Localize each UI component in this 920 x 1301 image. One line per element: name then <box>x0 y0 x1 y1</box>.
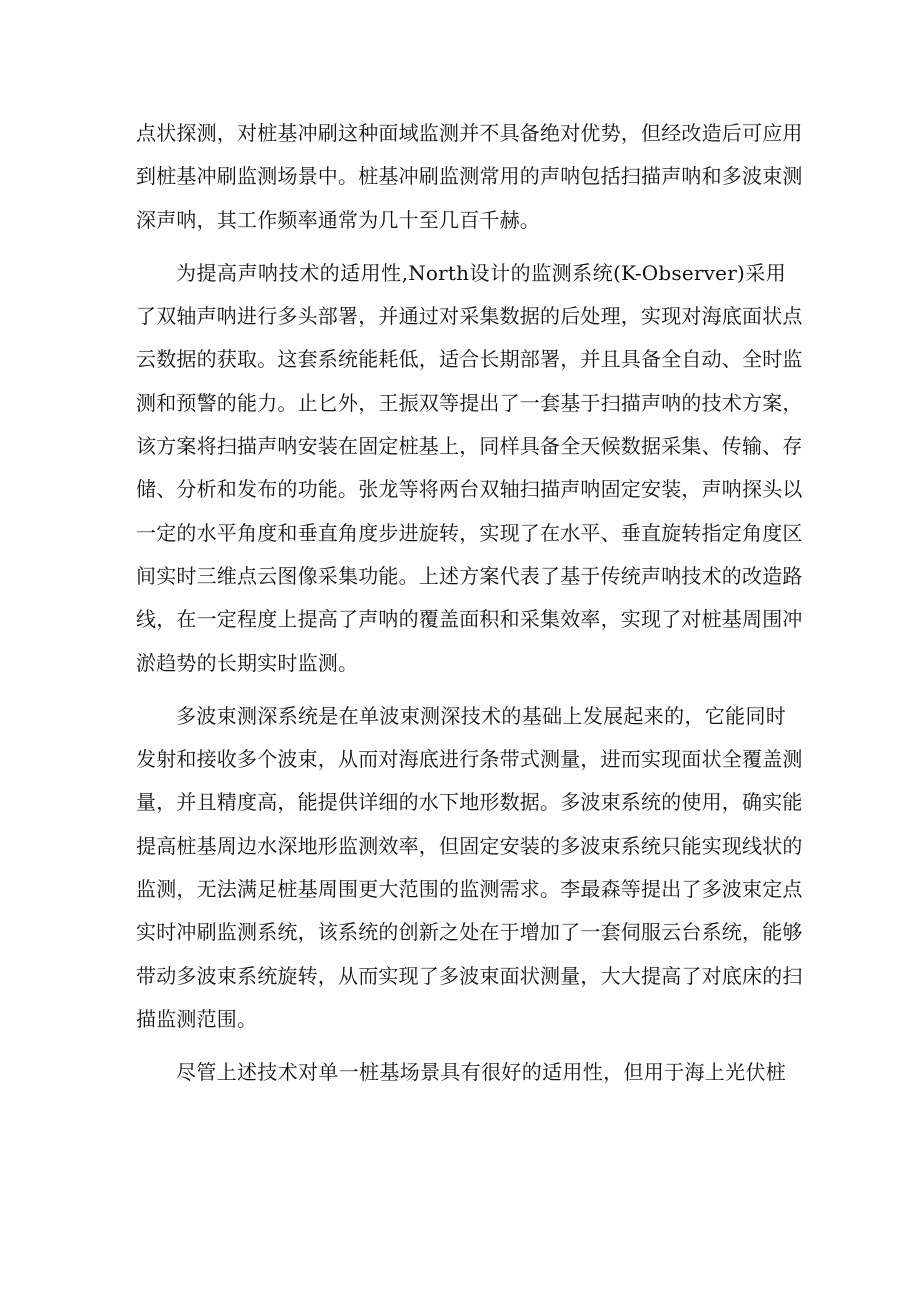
text-line: 描监测范围。 <box>136 1006 258 1031</box>
text-line: 线，在一定程度上提高了声呐的覆盖面积和采集效率，实现了对桩基周围冲 <box>136 607 803 632</box>
text-line: 到桩基冲刷监测场景中。桩基冲刷监测常用的声呐包括扫描声呐和多波束测 <box>136 164 803 189</box>
text-line: 该方案将扫描声呐安装在固定桩基上，同样具备全天候数据采集、传输、存 <box>136 434 803 459</box>
text-line: 发射和接收多个波束，从而对海底进行条带式测量，进而实现面状全覆盖测 <box>136 747 803 772</box>
text-line: 尽管上述技术对单一桩基场景具有很好的适用性，但用于海上光伏桩 <box>176 1060 786 1085</box>
text-line: 带动多波束系统旋转，从而实现了多波束面状测量，大大提高了对底床的扫 <box>136 963 803 988</box>
text-line: 了双轴声呐进行多头部署，并通过对采集数据的后处理，实现对海底面状点 <box>136 304 803 329</box>
text-line: 多波束测深系统是在单波束测深技术的基础上发展起来的，它能同时 <box>176 703 786 728</box>
text-line: 一定的水平角度和垂直角度步进旋转，实现了在水平、垂直旋转指定角度区 <box>136 520 803 545</box>
text-line: 测和预警的能力。止匕外，王振双等提出了一套基于扫描声呐的技术方案， <box>136 390 803 415</box>
paragraph <box>136 695 803 1041</box>
text-line: 提高桩基周边水深地形监测效率，但固定安装的多波束系统只能实现线状的 <box>136 833 803 858</box>
text-line: 量，并且精度高，能提供详细的水下地形数据。多波束系统的使用，确实能 <box>136 790 803 815</box>
paragraph <box>136 112 803 242</box>
text-line: 实时冲刷监测系统，该系统的创新之处在于增加了一套伺服云台系统，能够 <box>136 920 803 945</box>
text-line: 云数据的获取。这套系统能耗低，适合长期部署，并且具备全自动、全时监 <box>136 347 803 372</box>
paragraph-gap <box>136 1041 786 1051</box>
text-line: 监测，无法满足桩基周围更大范围的监测需求。李最森等提出了多波束定点 <box>136 877 803 902</box>
paragraph <box>136 252 803 685</box>
text-line: 间实时三维点云图像采集功能。上述方案代表了基于传统声呐技术的改造路 <box>136 563 803 588</box>
text-line: 为提高声呐技术的适用性,North设计的监测系统(K-Observer)采用 <box>176 260 786 285</box>
text-line: 淤趋势的长期实时监测。 <box>136 650 359 675</box>
paragraph-gap <box>136 685 786 695</box>
paragraph <box>136 1051 786 1094</box>
body-text <box>136 112 803 1095</box>
text-line: 点状探测，对桩基冲刷这种面域监测并不具备绝对优势，但经改造后可应用 <box>136 121 803 145</box>
text-line: 深声呐，其工作频率通常为几十至几百千赫。 <box>136 207 540 232</box>
text-line: 储、分析和发布的功能。张龙等将两台双轴扫描声呐固定安装，声呐探头以 <box>136 477 803 502</box>
paragraph-gap <box>136 242 786 252</box>
